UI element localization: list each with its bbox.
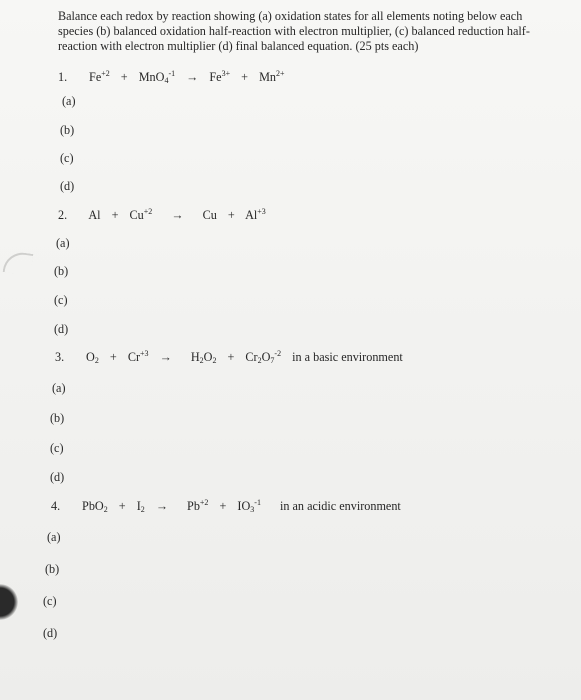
- equation-token: Cu: [202, 208, 217, 222]
- equation-token: PbO: [82, 499, 104, 513]
- environment-note: in a basic environment: [292, 350, 403, 364]
- problem-3-label-a: (a): [52, 381, 66, 395]
- equation-token: O: [203, 350, 213, 364]
- equation-token: IO: [237, 499, 251, 513]
- problem-number: 2.: [58, 208, 68, 222]
- equation-token: +: [111, 208, 119, 222]
- problem-4-label-d: (d): [43, 626, 58, 640]
- equation-token: 2: [94, 356, 99, 365]
- problem-2-equation: [58, 207, 266, 223]
- problem-3-label-d: (d): [50, 470, 65, 484]
- equation-token: +: [227, 350, 235, 364]
- equation-token: Mn: [259, 70, 277, 84]
- problem-number: 1.: [58, 70, 68, 84]
- equation-token: Fe: [89, 70, 102, 84]
- equation-token: +: [219, 499, 227, 513]
- problem-1-label-b: (b): [60, 123, 75, 137]
- reaction-arrow: →: [155, 499, 168, 513]
- equation-token: 7: [270, 356, 275, 365]
- equation-token: MnO: [138, 70, 165, 84]
- problem-2-label-b: (b): [54, 264, 69, 278]
- equation-token: 2: [199, 356, 204, 365]
- equation-token: H: [190, 350, 200, 364]
- equation-token: 4: [164, 76, 169, 85]
- problem-1-label-c: (c): [60, 151, 74, 165]
- equation-token: +3: [257, 207, 266, 216]
- equation-token: +: [118, 499, 126, 513]
- equation-token: +: [241, 70, 249, 84]
- equation-token: +2: [143, 207, 153, 216]
- reaction-arrow: →: [159, 350, 172, 364]
- problem-1-equation: [58, 69, 285, 85]
- problem-3-label-b: (b): [50, 411, 65, 425]
- equation-token: Fe: [209, 70, 222, 84]
- equation-token: Al: [88, 208, 101, 222]
- problem-number: 4.: [51, 499, 61, 513]
- equation-token: +2: [199, 498, 209, 507]
- instructions-text: Balance each redox by reaction showing (a) oxidation states for all elements noting below each species (b) balanced oxidation half-reaction with electron multiplier, (c) balanced reduction half-reaction with electron multiplier (d) final balanced equation. (25 pts each): [58, 9, 530, 53]
- equation-token: 2: [103, 505, 108, 514]
- equation-token: Al: [245, 208, 258, 222]
- problem-2-label-c: (c): [54, 293, 68, 307]
- equation-token: +3: [140, 349, 149, 358]
- equation-token: 3+: [221, 69, 231, 78]
- problem-3-label-c: (c): [50, 441, 64, 455]
- equation-token: -1: [168, 69, 176, 78]
- equation-token: +: [227, 208, 235, 222]
- problem-4-label-c: (c): [43, 594, 57, 608]
- reaction-arrow: →: [186, 70, 199, 84]
- problem-number: 3.: [55, 350, 65, 364]
- equation-token: I: [136, 499, 141, 513]
- equation-token: -2: [274, 349, 282, 358]
- paper-curl-mark: [3, 250, 34, 276]
- problem-1-label-d: (d): [60, 179, 75, 193]
- environment-note: in an acidic environment: [280, 499, 401, 513]
- problem-4-label-b: (b): [45, 562, 60, 576]
- dark-edge-mark: [0, 584, 18, 620]
- equation-token: +2: [101, 69, 110, 78]
- equation-token: Cr: [245, 350, 258, 364]
- problem-4-label-a: (a): [47, 530, 61, 544]
- problem-1-label-a: (a): [62, 94, 76, 108]
- problem-3-equation: [55, 349, 403, 365]
- equation-token: O: [86, 350, 95, 364]
- problem-2-label-d: (d): [54, 322, 69, 336]
- equation-token: 2: [140, 505, 145, 514]
- equation-token: Cu: [129, 208, 144, 222]
- equation-token: -1: [254, 498, 261, 507]
- equation-token: Pb: [187, 499, 200, 513]
- problem-4-equation: [51, 498, 401, 514]
- equation-token: +: [109, 350, 117, 364]
- equation-token: O: [261, 350, 271, 364]
- equation-token: Cr: [127, 350, 141, 364]
- equation-token: 2+: [276, 69, 285, 78]
- equation-token: 2: [212, 356, 217, 365]
- equation-token: 3: [250, 505, 255, 514]
- equation-token: +: [120, 70, 128, 84]
- problem-2-label-a: (a): [56, 236, 70, 250]
- reaction-arrow: →: [171, 208, 184, 222]
- equation-token: 2: [257, 356, 262, 365]
